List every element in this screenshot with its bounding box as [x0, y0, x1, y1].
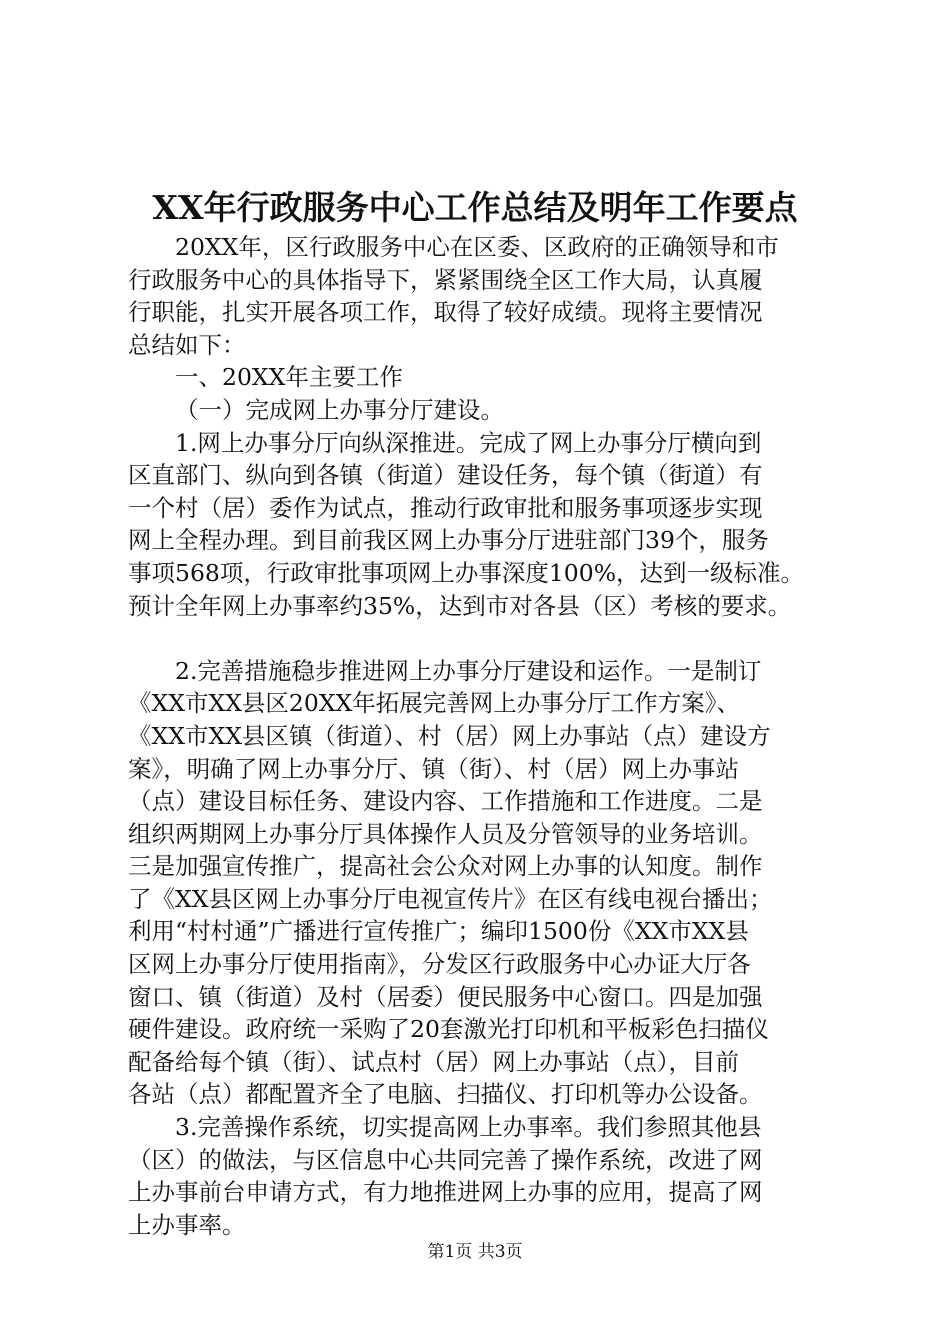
text-line: 3.完善操作系统，切实提高网上办事率。我们参照其他县 — [175, 1113, 762, 1142]
text-line: 《XX市XX县区镇（街道）、村（居）网上办事站（点）建设方 — [128, 721, 771, 750]
text-line: 2.完善措施稳步推进网上办事分厅建设和运作。一是制订 — [175, 656, 762, 685]
text-line: 预计全年网上办事率约35%，达到市对各县（区）考核的要求。 — [128, 591, 792, 620]
text-line: 利用“村村通”广播进行宣传推广；编印1500份《XX市XX县 — [128, 917, 749, 946]
document-body — [128, 231, 828, 1241]
text-line: （区）的做法，与区信息中心共同完善了操作系统，改进了网 — [128, 1145, 763, 1174]
text-line: 总结如下： — [128, 330, 246, 359]
text-line: 区直部门、纵向到各镇（街道）建设任务，每个镇（街道）有 — [128, 461, 763, 490]
page-footer: 第1页 共3页 — [427, 1242, 523, 1262]
text-line: （一）完成网上办事分厅建设。 — [175, 395, 504, 424]
text-line: 20XX年，区行政服务中心在区委、区政府的正确领导和市 — [175, 233, 779, 261]
document-title: XX年行政服务中心工作总结及明年工作要点 — [152, 188, 798, 227]
text-line: 案》，明确了网上办事分厅、镇（街）、村（居）网上办事站 — [128, 754, 739, 783]
text-line: 行职能，扎实开展各项工作，取得了较好成绩。现将主要情况 — [128, 298, 763, 327]
text-line: 各站（点）都配置齐全了电脑、扫描仪、打印机等办公设备。 — [128, 1080, 763, 1109]
text-line: （点）建设目标任务、建设内容、工作措施和工作进度。二是 — [128, 787, 763, 816]
text-line: 了《XX县区网上办事分厅电视宣传片》在区有线电视台播出； — [128, 884, 773, 913]
text-line: 窗口、镇（街道）及村（居委）便民服务中心窗口。四是加强 — [128, 982, 763, 1011]
text-line: 1.网上办事分厅向纵深推进。完成了网上办事分厅横向到 — [175, 428, 762, 457]
text-line: 区网上办事分厅使用指南》，分发区行政服务中心办证大厅各 — [128, 950, 751, 979]
text-line: 硬件建设。政府统一采购了20套激光打印机和平板彩色扫描仪 — [128, 1015, 769, 1044]
text-line: 上办事率。 — [128, 1210, 246, 1239]
text-line: 上办事前台申请方式，有力地推进网上办事的应用，提高了网 — [128, 1178, 763, 1207]
text-line: 一个村（居）委作为试点，推动行政审批和服务事项逐步实现 — [128, 493, 763, 522]
text-line: 行政服务中心的具体指导下，紧紧围绕全区工作大局，认真履 — [128, 265, 763, 294]
text-line: 配备给每个镇（街）、试点村（居）网上办事站（点），目前 — [128, 1047, 739, 1076]
text-line: 事项568项，行政审批事项网上办事深度100%，达到一级标准。 — [128, 558, 805, 587]
text-line: 《XX市XX县区20XX年拓展完善网上办事分厅工作方案》、 — [128, 689, 741, 718]
text-line: 一、20XX年主要工作 — [175, 363, 403, 392]
text-line: 组织两期网上办事分厅具体操作人员及分管领导的业务培训。 — [128, 819, 763, 848]
text-line: 网上全程办理。到目前我区网上办事分厅进驻部门39个，服务 — [128, 526, 769, 555]
text-line: 三是加强宣传推广，提高社会公众对网上办事的认知度。制作 — [128, 852, 763, 881]
blank-line — [128, 622, 828, 655]
